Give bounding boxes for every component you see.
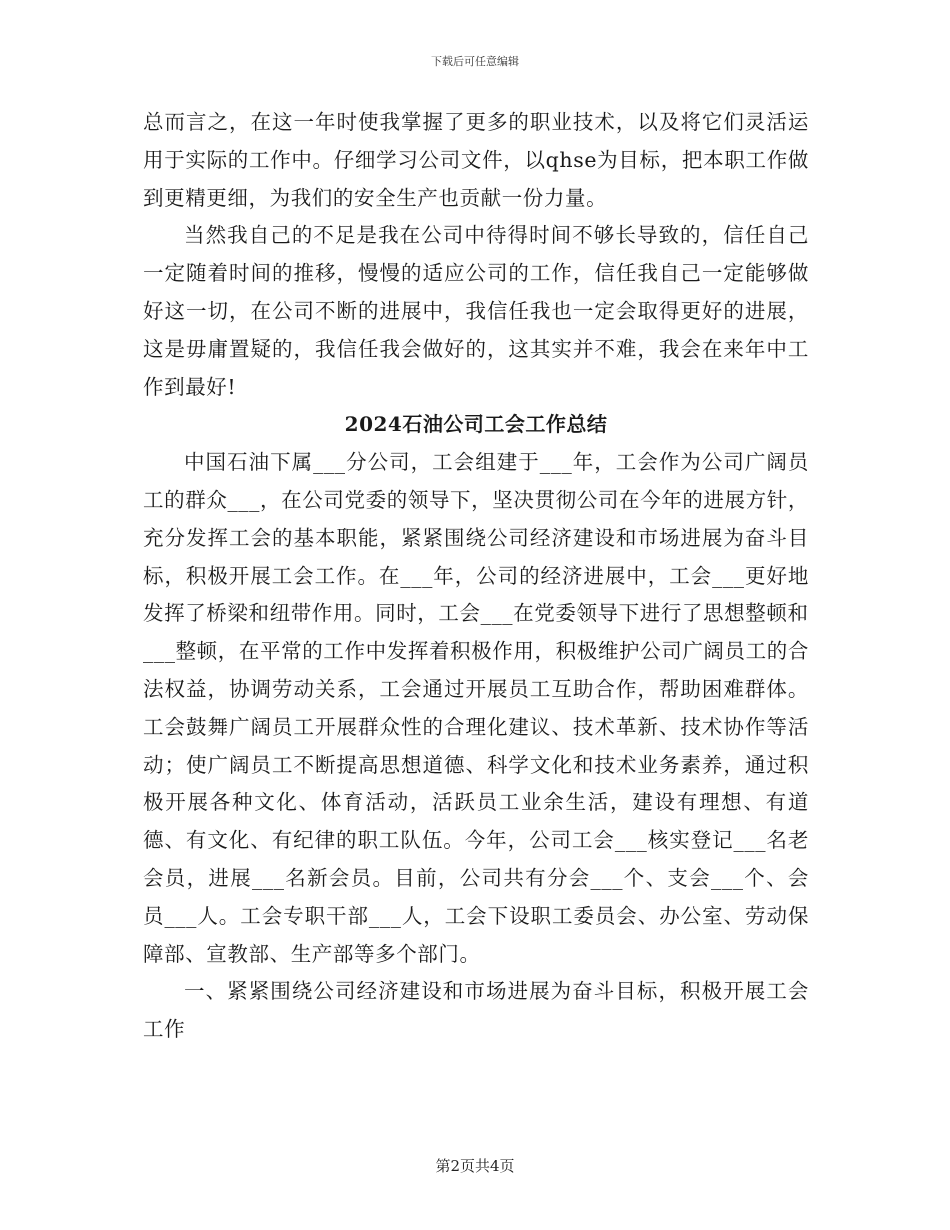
paragraph-union-intro: 中国石油下属___分公司，工会组建于___年，工会作为公司广阔员工的群众___，在公司党委的领导下，坚决贯彻公司在今年的进展方针，充分发挥工会的基本职能，紧紧围绕公司经济建设和市场进展为奋斗目标，积极开展工会工作。在___年，公司的经济进展中，工会___更好地发挥了桥梁和纽带作用。同时，工会___在党委领导下进行了思想整顿和: [143, 450, 809, 626]
paragraph-union-activities: ___整顿，在平常的工作中发挥着积极作用，积极维护公司广阔员工的合法权益，协调劳动关系，工会通过开展员工互助合作，帮助困难群体。工会鼓舞广阔员工开展群众性的合理化建议、技术革新、技术协作等活动；使广阔员工不断提高思想道德、科学文化和技术业务素养，通过积极开展各种文化、体育活动，活跃员工业余生活，建设有理想、有道德、有文化、有纪律的职工队伍。今年，公司工会___核实登记___名老会员，进展___名新会员。目前，公司共有分会___个、支会___个、会员___人。工会专职干部___人，工会下设职工委员会、办公室、劳动保障部、宣教部、生产部等多个部门。: [143, 639, 809, 966]
document-title: 2024石油公司工会工作总结: [344, 412, 608, 437]
page-header-note: 下载后可任意编辑: [431, 55, 519, 68]
paragraph-self-assessment: 当然我自己的不足是我在公司中待得时间不够长导致的，信任自己一定随着时间的推移，慢慢的适应公司的工作，信任我自己一定能够做好这一切，在公司不断的进展中，我信任我也一定会取得更好的进展，这是毋庸置疑的，我信任我会做好的，这其实并不难，我会在来年中工作到最好!: [143, 223, 809, 399]
paragraph-conclusion: 总而言之，在这一年时使我掌握了更多的职业技术，以及将它们灵活运用于实际的工作中。仔细学习公司文件，以qhse为目标，把本职工作做到更精更细，为我们的安全生产也贡献一份力量。: [143, 110, 809, 210]
section-heading-one: 一、紧紧围绕公司经济建设和市场进展为奋斗目标，积极开展工会工作: [143, 979, 809, 1042]
document-body: [143, 104, 809, 1049]
page-number: 第2页共4页: [435, 1157, 515, 1175]
